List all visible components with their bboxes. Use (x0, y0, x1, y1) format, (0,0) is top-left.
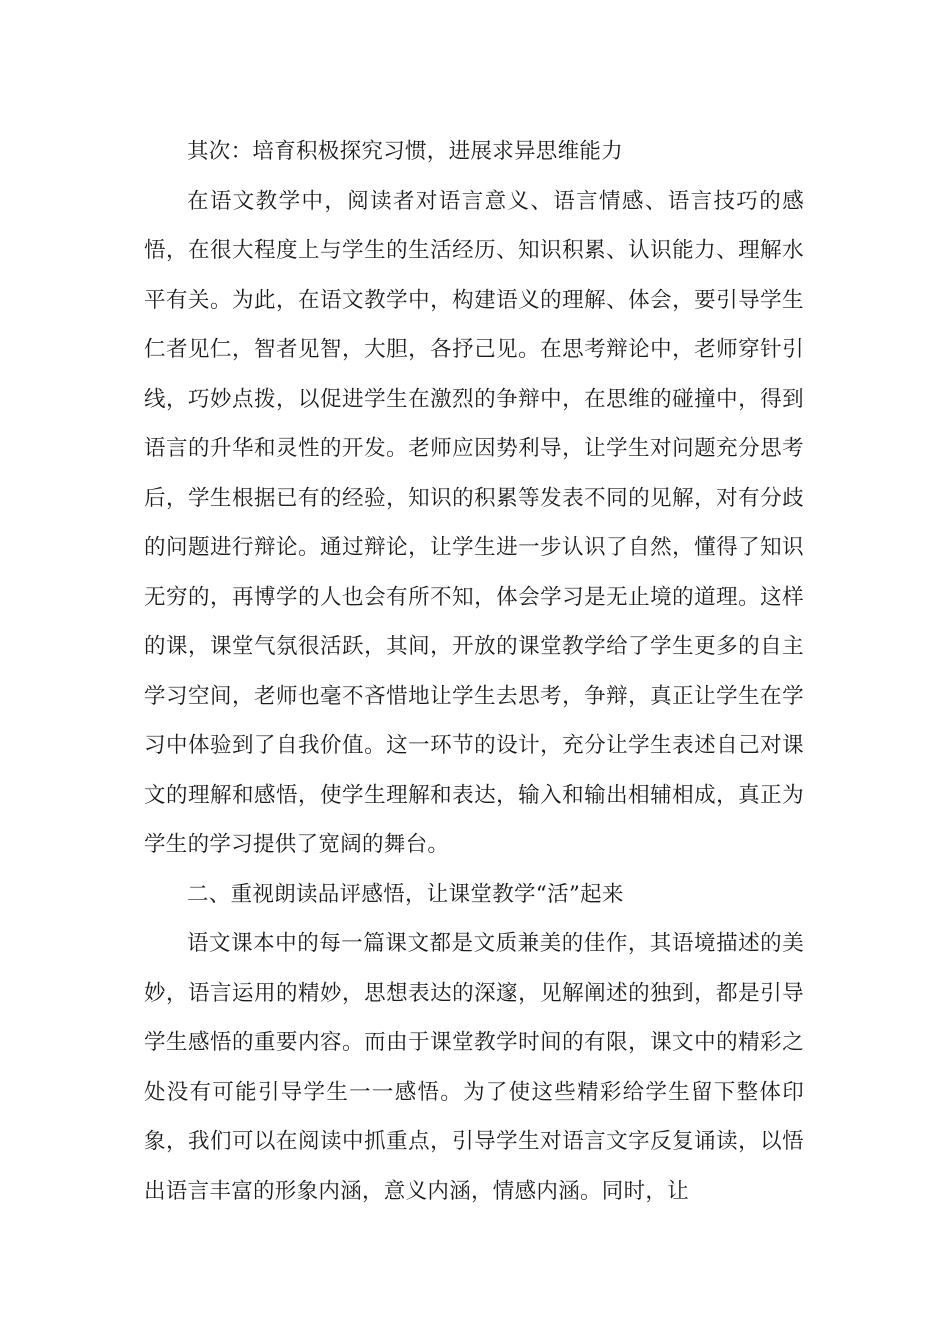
document-body (144, 127, 804, 1216)
section-heading: 二、重视朗读品评感悟，让课堂教学“活”起来 (187, 881, 624, 907)
body-paragraph: 在语文教学中，阅读者对语言意义、语言情感、语言技巧的感悟，在很大程度上与学生的生活经历、知识积累、认识能力、理解水平有关。为此，在语文教学中，构建语义的理解、体会，要引导学生仁者见仁，智者见智，大胆，各抒己见。在思考辩论中，老师穿针引线，巧妙点拨，以促进学生在激烈的争辩中，在思维的碰撞中，得到语言的升华和灵性的开发。老师应因势利导，让学生对问题充分思考后，学生根据已有的经验，知识的积累等发表不同的见解，对有分歧的问题进行辩论。通过辩论，让学生进一步认识了自然，懂得了知识无穷的，再博学的人也会有所不知，体会学习是无止境的道理。这样的课，课堂气氛很活跃，其间，开放的课堂教学给了学生更多的自主学习空间，老师也毫不吝惜地让学生去思考，争辩，真正让学生在学习中体验到了自我价值。这一环节的设计，充分让学生表述自己对课文的理解和感悟，使学生理解和表达，输入和输出相辅相成，真正为学生的学习提供了宽阔的舞台。 (144, 188, 804, 857)
section-heading: 其次：培育积极探究习惯，进展求异思维能力 (187, 139, 624, 164)
body-paragraph: 语文课本中的每一篇课文都是文质兼美的佳作，其语境描述的美妙，语言运用的精妙，思想表达的深邃，见解阐述的独到，都是引导学生感悟的重要内容。而由于课堂教学时间的有限，课文中的精彩之处没有可能引导学生一一感悟。为了使这些精彩给学生留下整体印象，我们可以在阅读中抓重点，引导学生对语言文字反复诵读，以悟出语言丰富的形象内涵，意义内涵，情感内涵。同时，让 (144, 931, 804, 1204)
